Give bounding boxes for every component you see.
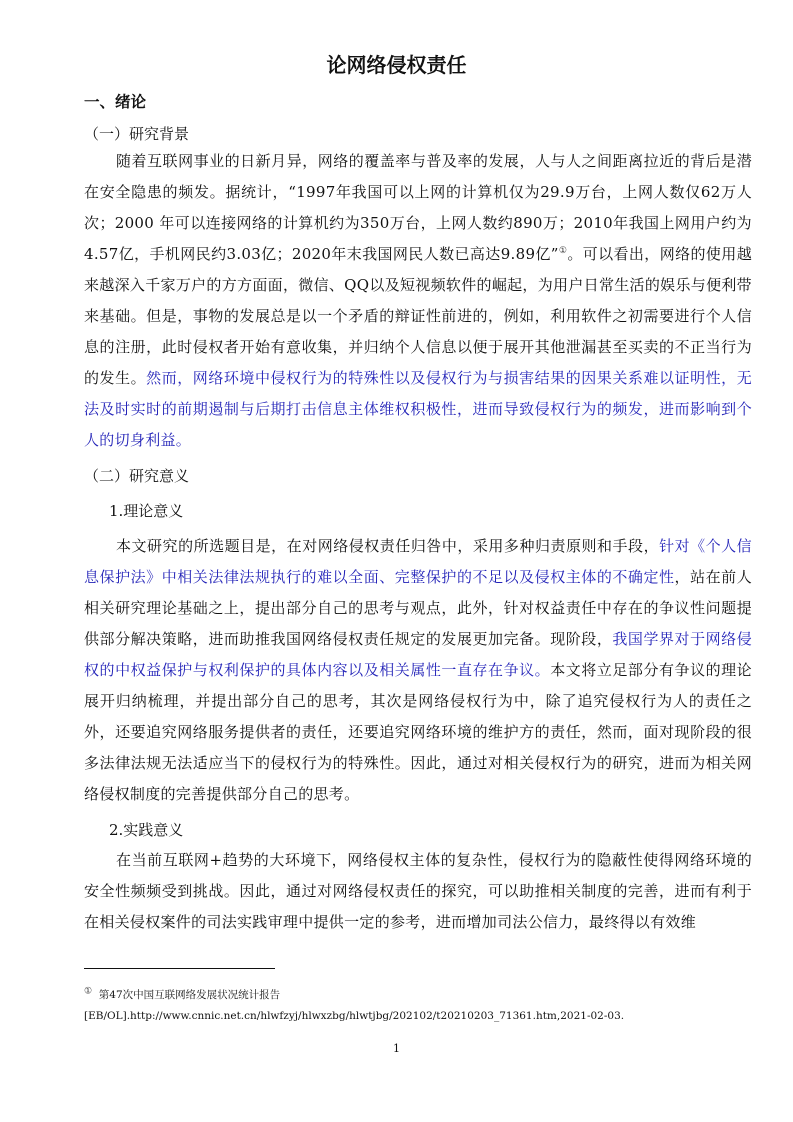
paragraph-practice bbox=[84, 845, 752, 938]
subsection-heading-background: （一）研究背景 bbox=[84, 125, 190, 143]
highlighted-text: 针对《个人信息保护法》中相关法律法规执行的难以全面、完整保护的不足以及侵权主体的不确定性 bbox=[84, 537, 752, 586]
subsection-heading-theory: 1.理论意义 bbox=[109, 502, 184, 520]
footnote-divider bbox=[84, 968, 275, 969]
footnote-mark: ① bbox=[84, 986, 93, 997]
footnote-line bbox=[84, 987, 280, 1002]
paragraph-theory bbox=[84, 531, 752, 810]
subsection-heading-practice: 2.实践意义 bbox=[109, 821, 184, 839]
paragraph-practice-text: 在当前互联网+趋势的大环境下，网络侵权主体的复杂性，侵权行为的隐蔽性使得网络环境的安全性频频受到挑战。因此，通过对网络侵权责任的探究，可以助推相关制度的完善，进而有利于在相关侵权案件的司法实践审理中提供一定的参考，进而增加司法公信力，最终得以有效维 bbox=[84, 851, 752, 931]
paragraph-background bbox=[84, 146, 752, 456]
footnote-url[interactable]: [EB/OL].http://www.cnnic.net.cn/hlwfzyj/hlwxzbg/hlwtjbg/202102/t20210203_71361.htm,2021-02-03. bbox=[84, 1010, 625, 1022]
paper-title: 论网络侵权责任 bbox=[326, 53, 467, 77]
section-heading-introduction: 一、绪论 bbox=[84, 93, 147, 111]
subsection-heading-significance: （二）研究意义 bbox=[84, 467, 190, 485]
footnote-reference[interactable]: ① bbox=[558, 246, 568, 256]
paragraph-theory-text-continued: ，站在前人相关研究理论基础之上，提出部分自己的思考与观点，此外，针对权益责任中存在的争议性问题提供部分解决策略，进而助推我国网络侵权责任规定的发展更加完备。现阶段， bbox=[84, 568, 752, 648]
page-number: 1 bbox=[393, 1042, 400, 1055]
paragraph-background-text: 随着互联网事业的日新月异，网络的覆盖率与普及率的发展，人与人之间距离拉近的背后是潜在安全隐患的频发。据统计，“1997年我国可以上网的计算机仅为29.9万台，上网人数仅62万人次；2000 年可以连接网络的计算机约为350万台，上网人数约890万；2010年我国上网用户约为4.57亿，手机网民约3.03亿；2020年末我国网民人数已高达9.89亿” bbox=[84, 152, 752, 263]
paragraph-theory-text: 本文研究的所选题目是，在对网络侵权责任归咎中，采用多种归责原则和手段， bbox=[116, 537, 660, 555]
highlighted-text: 然而，网络环境中侵权行为的特殊性以及侵权行为与损害结果的因果关系难以证明性，无法及时实时的前期遏制与后期打击信息主体维权积极性，进而导致侵权行为的频发，进而影响到个人的切身利益。 bbox=[84, 369, 752, 449]
paragraph-theory-text-end: 本文将立足部分有争议的理论展开归纳梳理，并提出部分自己的思考，其次是网络侵权行为中，除了追究侵权行为人的责任之外，还要追究网络服务提供者的责任，还要追究网络环境的维护方的责任，然而，面对现阶段的很多法律法规无法适应当下的侵权行为的特殊性。因此，通过对相关侵权行为的研究，进而为相关网络侵权制度的完善提供部分自己的思考。 bbox=[84, 661, 752, 803]
paragraph-background-text-continued: 。可以看出，网络的使用越来越深入千家万户的方方面面，微信、QQ以及短视频软件的崛起，为用户日常生活的娱乐与便利带来基础。但是，事物的发展总是以一个矛盾的辩证性前进的，例如，利用软件之初需要进行个人信息的注册，此时侵权者开始有意收集，并归纳个人信息以便于展开其他泄漏甚至买卖的不正当行为的发生。 bbox=[84, 245, 752, 387]
footnote-source-title: 第47次中国互联网络发展状况统计报告 bbox=[98, 989, 281, 1001]
highlighted-text: 我国学界对于网络侵权的中权益保护与权利保护的具体内容以及相关属性一直存在争议。 bbox=[84, 630, 752, 679]
